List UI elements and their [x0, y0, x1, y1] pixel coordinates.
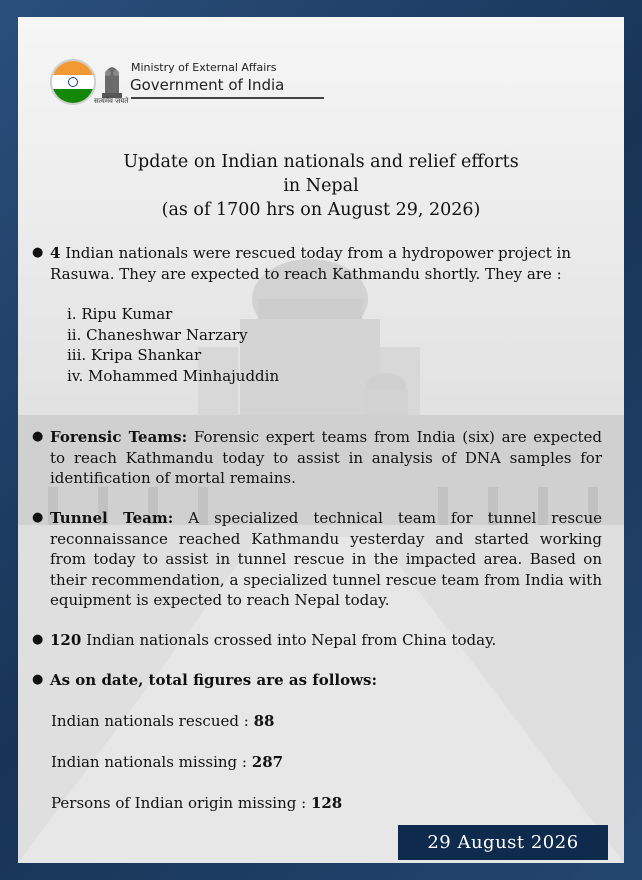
forensic-label: Forensic Teams:	[50, 428, 188, 446]
rescued-count: 4	[50, 244, 61, 262]
totals-row	[51, 752, 621, 773]
rescued-text: Indian nationals were rescued today from a hydropower project in Rasuwa. They are expected to reach Kathmandu shortly. They are :	[50, 244, 571, 283]
bullet-icon: ●	[32, 429, 44, 444]
page-title	[18, 150, 624, 222]
list-item-forensic	[32, 427, 602, 489]
list-item-tunnel	[32, 508, 602, 611]
bullet-icon: ●	[32, 510, 44, 525]
motto-text: सत्यमेव जयते	[94, 97, 129, 105]
indian-flag-emblem	[50, 59, 96, 105]
rescued-names-list	[67, 304, 602, 386]
tunnel-text: A specialized technical team for tunnel rescue reconnaissance reached Kathmandu yesterday and started working from today to assist in tunnel rescue in the impacted area. Based on their recommendation, a specialized tunnel rescue team from India with equipment is expected to reach Nepal today.	[50, 509, 602, 609]
bullet-icon: ●	[32, 245, 44, 260]
list-item: iii. Kripa Shankar	[67, 346, 202, 364]
logo-underline	[131, 97, 324, 99]
list-item-rescued	[32, 243, 602, 386]
date-badge: 29 August 2026	[398, 825, 608, 860]
missing-total-value: 287	[251, 753, 284, 771]
list-item: iv. Mohammed Minhajuddin	[67, 366, 280, 385]
rescued-total-value: 88	[253, 712, 275, 730]
rescued-total-label: Indian nationals rescued :	[51, 712, 249, 730]
origin-missing-value: 128	[310, 794, 343, 812]
totals-row	[51, 711, 621, 732]
list-item-totals	[32, 670, 602, 691]
list-item: i. Ripu Kumar	[67, 305, 173, 323]
origin-missing-label: Persons of Indian origin missing :	[51, 794, 307, 812]
title-line-3: (as of 1700 hrs on August 29, 2026)	[161, 200, 481, 220]
government-name: Government of India	[130, 76, 285, 94]
ministry-name: Ministry of External Affairs	[131, 61, 277, 74]
press-release-card	[18, 17, 624, 863]
list-item-crossed	[32, 630, 602, 651]
list-item: ii. Chaneshwar Narzary	[67, 325, 248, 344]
crossed-count: 120	[50, 631, 82, 649]
totals-heading: As on date, total figures are as follows:	[50, 671, 378, 689]
mea-logo	[50, 59, 310, 109]
totals-row	[51, 793, 621, 814]
bullet-icon: ●	[32, 632, 44, 647]
tunnel-label: Tunnel Team:	[50, 509, 174, 527]
title-line-2: in Nepal	[283, 176, 359, 196]
forensic-text: Forensic expert teams from India (six) are expected to reach Kathmandu today to assist in analysis of DNA samples for identification of mortal remains.	[50, 428, 602, 487]
bullet-icon: ●	[32, 672, 44, 687]
title-line-1: Update on Indian nationals and relief efforts	[123, 152, 519, 172]
crossed-text: Indian nationals crossed into Nepal from China today.	[86, 631, 497, 649]
missing-total-label: Indian nationals missing :	[51, 753, 247, 771]
